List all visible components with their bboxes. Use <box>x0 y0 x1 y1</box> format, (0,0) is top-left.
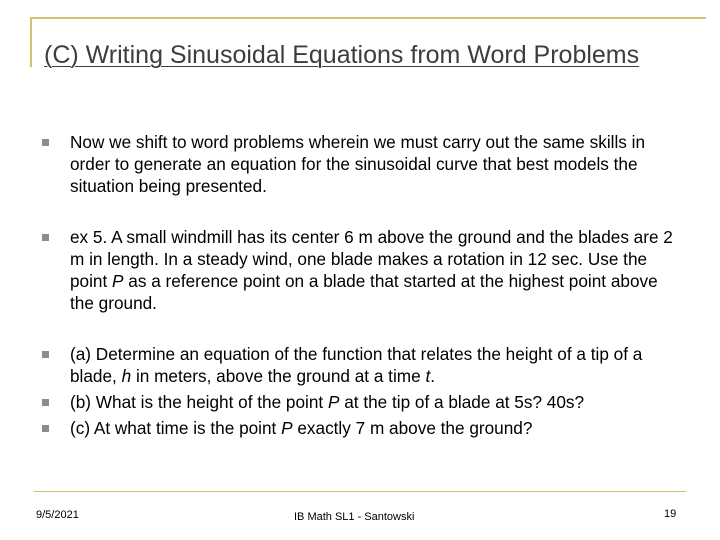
text-segment: in meters, above the ground at a time <box>131 366 426 386</box>
footer-divider <box>34 491 686 492</box>
bullet-square-icon <box>42 234 49 241</box>
text-segment: (a) Determine an equation of the function that relates the height of a tip of a blade, <box>70 344 643 386</box>
bullet-text <box>70 343 682 387</box>
bullet-text <box>70 391 682 413</box>
bullet-square-icon <box>42 139 49 146</box>
italic-variable: h <box>121 366 132 386</box>
bullet-square-icon <box>42 425 49 432</box>
text-segment: as a reference point on a blade that started at the highest point above the ground. <box>70 271 658 313</box>
italic-variable: P <box>281 418 293 438</box>
italic-variable: P <box>112 271 124 291</box>
text-segment: exactly 7 m above the ground? <box>292 418 533 438</box>
text-segment: Now we shift to word problems wherein we must carry out the same skills in order to generate an equation for the sinusoidal curve that best models the situation being presented. <box>70 132 646 196</box>
footer-page-number: 19 <box>664 508 677 520</box>
text-segment: (c) At what time is the point <box>70 418 282 438</box>
footer-date: 9/5/2021 <box>36 509 79 521</box>
footer-course-label: IB Math SL1 - Santowski <box>294 511 415 523</box>
text-segment: (b) What is the height of the point <box>70 392 328 412</box>
bullet-square-icon <box>42 399 49 406</box>
italic-variable: P <box>327 392 340 412</box>
bullet-text <box>70 226 682 314</box>
bullet-text <box>70 417 682 439</box>
text-segment: . <box>430 366 435 386</box>
text-segment: at the tip of a blade at 5s? 40s? <box>339 392 585 412</box>
italic-variable: t <box>425 366 431 386</box>
bullet-text <box>70 131 682 197</box>
text-segment: ex 5. A small windmill has its center 6 m above the ground and the blades are 2 m in length. In a steady wind, one blade makes a rotation in 12 sec. Use the point <box>70 227 673 291</box>
slide-title: (C) Writing Sinusoidal Equations from Word Problems <box>44 41 640 69</box>
bullet-square-icon <box>42 351 49 358</box>
